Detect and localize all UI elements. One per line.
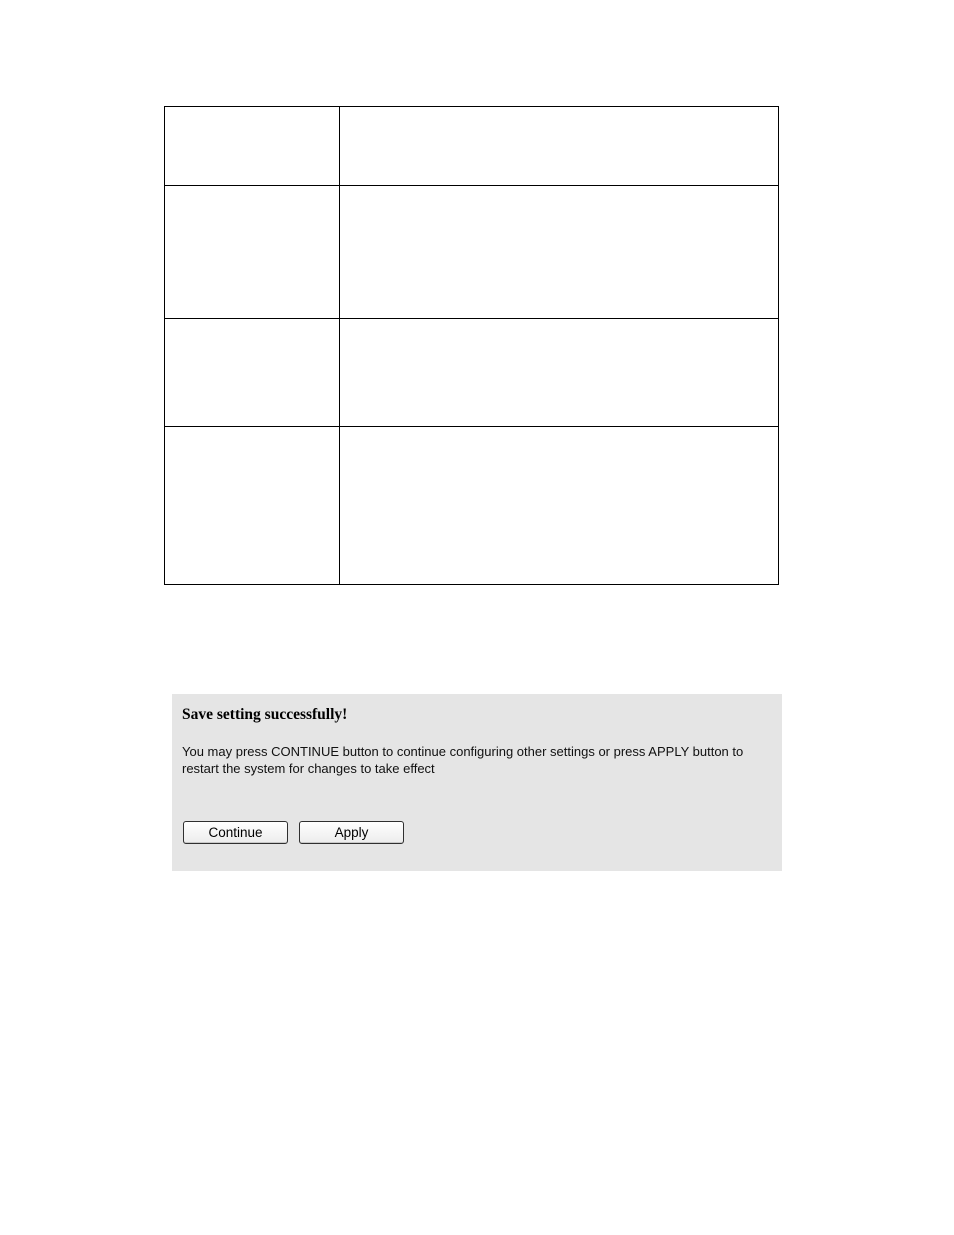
apply-button[interactable]: Apply: [299, 821, 404, 844]
table-row: [165, 186, 779, 319]
confirmation-message: You may press CONTINUE button to continue configuring other settings or press APPLY button to restart the system for changes to take effect: [182, 744, 744, 776]
empty-table: [164, 106, 779, 585]
continue-button[interactable]: Continue: [183, 821, 288, 844]
table-cell: [340, 107, 779, 186]
table-cell: [340, 186, 779, 319]
table-cell: [340, 319, 779, 426]
table-row: [165, 107, 779, 186]
table-cell: [165, 107, 340, 186]
table-row: [165, 426, 779, 584]
table-cell: [340, 426, 779, 584]
table-cell: [165, 319, 340, 426]
table-cell: [165, 426, 340, 584]
save-confirmation-panel: [172, 694, 782, 871]
button-row: [183, 821, 404, 844]
table-row: [165, 319, 779, 426]
table-cell: [165, 186, 340, 319]
confirmation-title: Save setting successfully!: [182, 706, 348, 723]
